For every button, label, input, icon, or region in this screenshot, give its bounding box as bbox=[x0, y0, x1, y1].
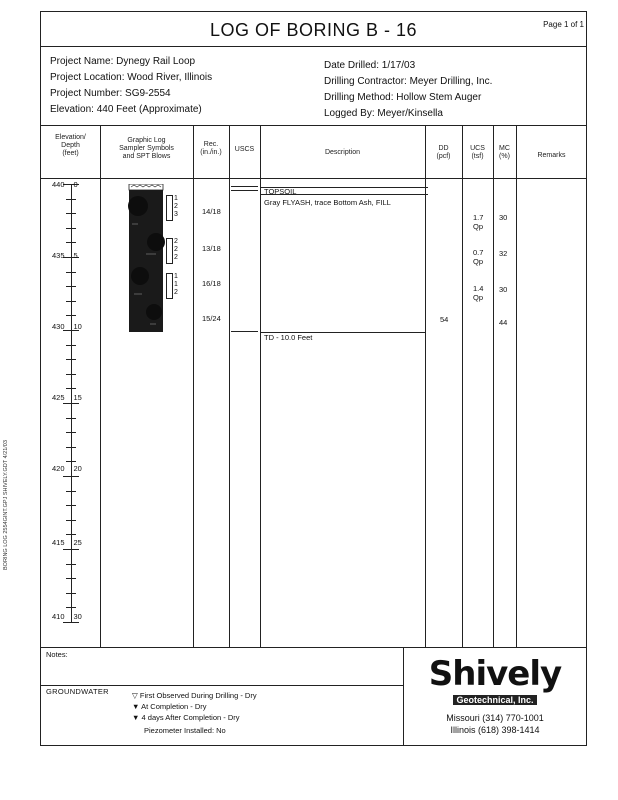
desc-td: TD - 10.0 Feet bbox=[264, 333, 313, 342]
blow-3-1: 1 bbox=[174, 273, 178, 280]
header-graphic-line2: Sampler Symbols bbox=[119, 145, 174, 152]
depth-tick bbox=[66, 213, 76, 214]
ucs-value-3 bbox=[473, 284, 483, 302]
header-ucs bbox=[462, 145, 493, 161]
groundwater-list bbox=[132, 690, 257, 736]
uscs-stratum-line-3 bbox=[231, 331, 258, 332]
phone-missouri: Missouri (314) 770-1001 bbox=[446, 713, 544, 723]
groundwater-item-3-text: 4 days After Completion - Dry bbox=[141, 713, 240, 722]
groundwater-label: GROUNDWATER bbox=[46, 687, 109, 696]
qp-3: Qp bbox=[473, 293, 484, 302]
mc-value-2: 32 bbox=[499, 249, 508, 258]
scale-label-20: 420 20 bbox=[52, 464, 82, 473]
scale-label-25: 415 25 bbox=[52, 538, 82, 547]
company-name: Shively bbox=[428, 654, 562, 694]
header-elevation-depth bbox=[41, 134, 100, 158]
ucs-2: 0.7 bbox=[473, 248, 484, 257]
project-elevation: Elevation: 440 Feet (Approximate) bbox=[50, 104, 202, 115]
phone-illinois: Illinois (618) 398-1414 bbox=[450, 725, 540, 735]
notes-label: Notes: bbox=[46, 650, 68, 659]
depth-tick bbox=[66, 359, 76, 360]
rec-value-3: 16/18 bbox=[202, 279, 221, 288]
rec-value-4: 15/24 bbox=[202, 314, 221, 323]
depth-tick bbox=[66, 345, 76, 346]
header-mc bbox=[493, 145, 516, 161]
piezometer-note: Piezometer Installed: No bbox=[144, 726, 226, 735]
groundwater-item-1-text: First Observed During Drilling - Dry bbox=[139, 691, 257, 700]
groundwater-item-3 bbox=[132, 712, 257, 723]
logged-by: Logged By: Meyer/Kinsella bbox=[324, 108, 443, 119]
title-divider bbox=[40, 46, 587, 47]
table-bottom-divider bbox=[40, 647, 587, 648]
depth-tick bbox=[63, 622, 79, 623]
depth-tick bbox=[66, 301, 76, 302]
scale-label-15: 425 15 bbox=[52, 393, 82, 402]
col-divider-4 bbox=[260, 125, 261, 647]
depth-tick bbox=[66, 199, 76, 200]
blow-2-3: 2 bbox=[174, 254, 178, 261]
ucs-value-1 bbox=[473, 213, 483, 231]
depth-tick bbox=[66, 228, 76, 229]
groundwater-item-1 bbox=[132, 690, 257, 701]
col-divider-6 bbox=[462, 125, 463, 647]
company-contact bbox=[403, 712, 587, 736]
spt-blows-3 bbox=[174, 273, 178, 297]
depth-tick bbox=[66, 564, 76, 565]
water-level-observed-icon: ▽ bbox=[132, 691, 138, 700]
notes-divider bbox=[40, 685, 403, 686]
ucs-3: 1.4 bbox=[473, 284, 484, 293]
header-remarks: Remarks bbox=[537, 152, 566, 159]
log-frame bbox=[40, 11, 587, 746]
scale-label-0: 440 0 bbox=[52, 180, 78, 189]
col-divider-1 bbox=[100, 125, 101, 647]
margin-stamp: BORING LOG 2554GINT.GPJ SHIVELY.GDT 4/21/03 bbox=[3, 440, 9, 570]
dd-value-4: 54 bbox=[440, 315, 449, 324]
col-divider-7 bbox=[493, 125, 494, 647]
depth-tick bbox=[63, 549, 79, 550]
spt-blows-2 bbox=[174, 238, 178, 262]
header-graphic-line1: Graphic Log bbox=[127, 137, 166, 144]
depth-tick bbox=[66, 374, 76, 375]
depth-tick bbox=[66, 432, 76, 433]
header-uscs: USCS bbox=[234, 146, 255, 153]
depth-tick bbox=[66, 491, 76, 492]
depth-tick bbox=[63, 476, 79, 477]
depth-tick bbox=[66, 607, 76, 608]
date-drilled: Date Drilled: 1/17/03 bbox=[324, 60, 416, 71]
uscs-stratum-line-2 bbox=[231, 190, 258, 191]
sampler-symbol-2 bbox=[166, 238, 173, 264]
depth-tick bbox=[66, 242, 76, 243]
header-rec-line1: Rec. bbox=[203, 141, 219, 148]
rec-value-1: 14/18 bbox=[202, 207, 221, 216]
header-ucs-line1: UCS bbox=[470, 145, 485, 152]
blow-3-2: 1 bbox=[174, 281, 178, 288]
drilling-contractor: Drilling Contractor: Meyer Drilling, Inc. bbox=[324, 76, 493, 87]
uscs-stratum-line-1 bbox=[231, 186, 258, 187]
depth-tick bbox=[66, 418, 76, 419]
depth-tick bbox=[63, 403, 79, 404]
mc-value-1: 30 bbox=[499, 213, 508, 222]
mc-value-3: 30 bbox=[499, 285, 508, 294]
project-info-right bbox=[324, 58, 492, 122]
depth-tick bbox=[66, 593, 76, 594]
depth-tick bbox=[66, 505, 76, 506]
rec-value-2: 13/18 bbox=[202, 244, 221, 253]
header-mc-line1: MC bbox=[499, 145, 510, 152]
sampler-symbol-3 bbox=[166, 273, 173, 299]
project-location: Project Location: Wood River, Illinois bbox=[50, 72, 213, 83]
page-number: Page 1 of 1 bbox=[543, 20, 584, 29]
depth-tick bbox=[66, 447, 76, 448]
blow-1-1: 1 bbox=[174, 195, 178, 202]
depth-tick bbox=[66, 520, 76, 521]
depth-tick bbox=[66, 461, 76, 462]
drilling-method: Drilling Method: Hollow Stem Auger bbox=[324, 92, 482, 103]
water-level-completion-icon: ▼ bbox=[132, 702, 140, 711]
groundwater-item-2 bbox=[132, 701, 257, 712]
desc-topsoil: TOPSOIL bbox=[264, 187, 297, 196]
header-rec-line2: (in./in.) bbox=[200, 149, 222, 156]
header-description: Description bbox=[324, 149, 360, 156]
ucs-1: 1.7 bbox=[473, 213, 484, 222]
blow-2-2: 2 bbox=[174, 246, 178, 253]
sampler-symbol-1 bbox=[166, 195, 173, 221]
header-dd-line1: DD bbox=[438, 145, 449, 152]
header-elevation-line3: (feet) bbox=[62, 150, 79, 157]
groundwater-item-2-text: At Completion - Dry bbox=[141, 702, 207, 711]
mc-value-4: 44 bbox=[499, 318, 508, 327]
qp-2: Qp bbox=[473, 257, 484, 266]
header-dd bbox=[425, 145, 462, 161]
header-graphic-line3: and SPT Blows bbox=[122, 153, 171, 160]
depth-tick bbox=[66, 388, 76, 389]
company-subtitle: Geotechnical, Inc. bbox=[453, 695, 536, 705]
depth-tick bbox=[66, 534, 76, 535]
project-name: Project Name: Dynegy Rail Loop bbox=[50, 56, 196, 67]
header-rec bbox=[193, 141, 229, 157]
log-title: LOG OF BORING B - 16 bbox=[209, 20, 418, 40]
col-divider-3 bbox=[229, 125, 230, 647]
header-elevation-line2: Depth bbox=[61, 142, 80, 149]
blow-2-1: 2 bbox=[174, 238, 178, 245]
header-elevation-line1: Elevation/ bbox=[55, 134, 86, 141]
project-number: Project Number: SG9-2554 bbox=[50, 88, 171, 99]
project-info-left bbox=[50, 54, 212, 118]
header-graphic-log bbox=[100, 137, 193, 161]
water-level-later-icon: ▼ bbox=[132, 713, 140, 722]
info-divider bbox=[40, 125, 587, 126]
blow-3-3: 2 bbox=[174, 289, 178, 296]
spt-blows-1 bbox=[174, 195, 178, 219]
depth-tick bbox=[66, 315, 76, 316]
depth-tick bbox=[66, 578, 76, 579]
col-divider-2 bbox=[193, 125, 194, 647]
header-dd-line2: (pcf) bbox=[436, 153, 451, 160]
col-divider-8 bbox=[516, 125, 517, 647]
blow-1-2: 2 bbox=[174, 203, 178, 210]
header-ucs-line2: (tsf) bbox=[471, 153, 484, 160]
desc-flyash: Gray FLYASH, trace Bottom Ash, FILL bbox=[264, 198, 391, 207]
ucs-value-2 bbox=[473, 248, 483, 266]
header-divider bbox=[40, 178, 587, 179]
depth-tick bbox=[66, 286, 76, 287]
blow-1-3: 3 bbox=[174, 211, 178, 218]
qp-1: Qp bbox=[473, 222, 484, 231]
depth-tick bbox=[66, 272, 76, 273]
col-divider-5 bbox=[425, 125, 426, 647]
company-logo bbox=[403, 654, 587, 708]
scale-label-5: 435 5 bbox=[52, 251, 78, 260]
scale-label-30: 410 30 bbox=[52, 612, 82, 621]
scale-label-10: 430 10 bbox=[52, 322, 82, 331]
header-mc-line2: (%) bbox=[499, 153, 510, 160]
graphic-log-fill bbox=[126, 184, 166, 332]
